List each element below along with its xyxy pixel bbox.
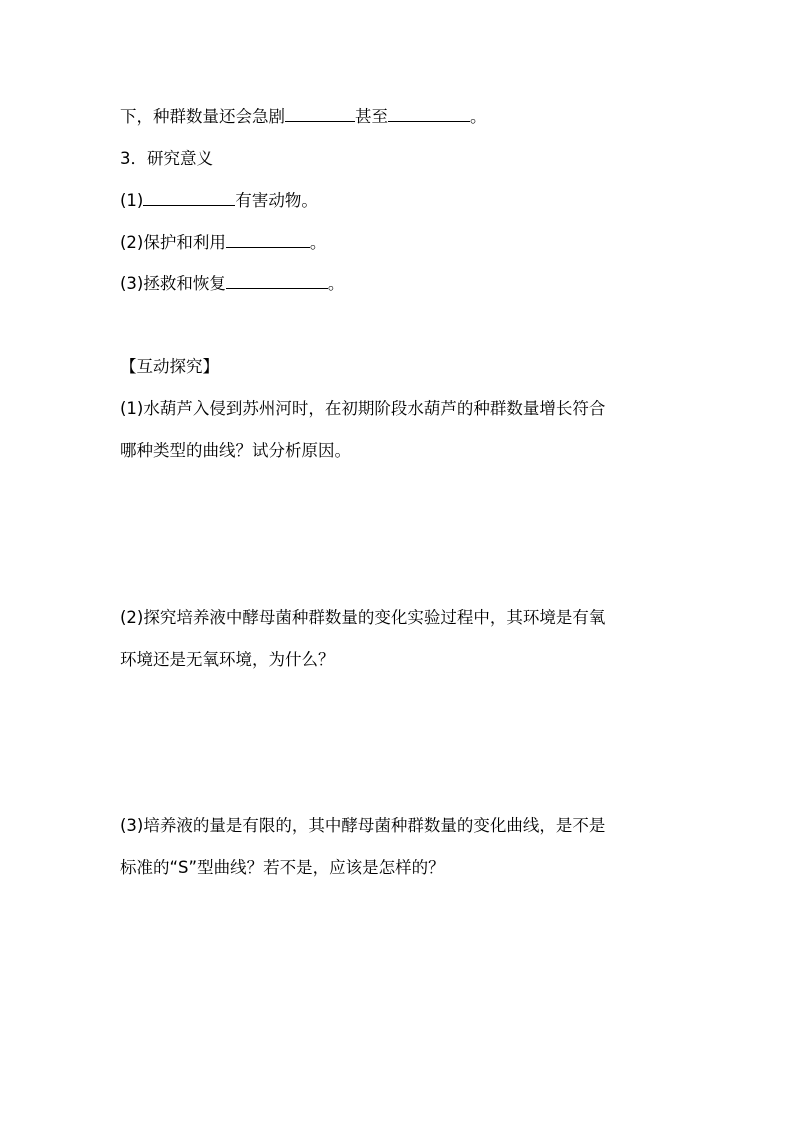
question-3-line-2: 标准的“S”型曲线？若不是，应该是怎样的？	[120, 858, 445, 877]
text-segment: 。	[470, 107, 487, 126]
list-item	[120, 273, 344, 295]
question-2-line-1: (2)探究培养液中酵母菌种群数量的变化实验过程中，其环境是有氧	[120, 608, 606, 627]
question-1-line-2: 哪种类型的曲线？试分析原因。	[120, 441, 351, 460]
blank-field[interactable]	[226, 273, 328, 289]
text-segment: 。	[327, 274, 345, 293]
question-1-line-1: (1)水葫芦入侵到苏州河时，在初期阶段水葫芦的种群数量增长符合	[120, 399, 606, 418]
text-segment: 甚至	[355, 107, 388, 126]
text-segment: 拯救和恢复	[143, 274, 226, 293]
item-number: (1)	[120, 191, 144, 210]
section-heading-interactive-exploration: 【互动探究】	[120, 357, 219, 376]
list-item	[120, 190, 318, 212]
section-heading-research-significance: 3．研究意义	[120, 149, 213, 168]
blank-field[interactable]	[388, 106, 470, 122]
blank-field[interactable]	[143, 190, 235, 206]
fill-in-line-population-decline	[120, 106, 487, 128]
question-2-line-2: 环境还是无氧环境，为什么？	[120, 650, 335, 669]
text-segment: 。	[309, 233, 327, 252]
item-number: (2)	[120, 233, 144, 252]
text-segment: 保护和利用	[143, 233, 226, 252]
blank-field[interactable]	[285, 106, 355, 122]
item-number: (3)	[120, 274, 144, 293]
list-item	[120, 232, 326, 254]
question-3-line-1: (3)培养液的量是有限的，其中酵母菌种群数量的变化曲线，是不是	[120, 816, 606, 835]
text-segment: 下，种群数量还会急剧	[120, 107, 285, 126]
blank-field[interactable]	[226, 232, 310, 248]
text-segment: 有害动物。	[235, 191, 318, 210]
